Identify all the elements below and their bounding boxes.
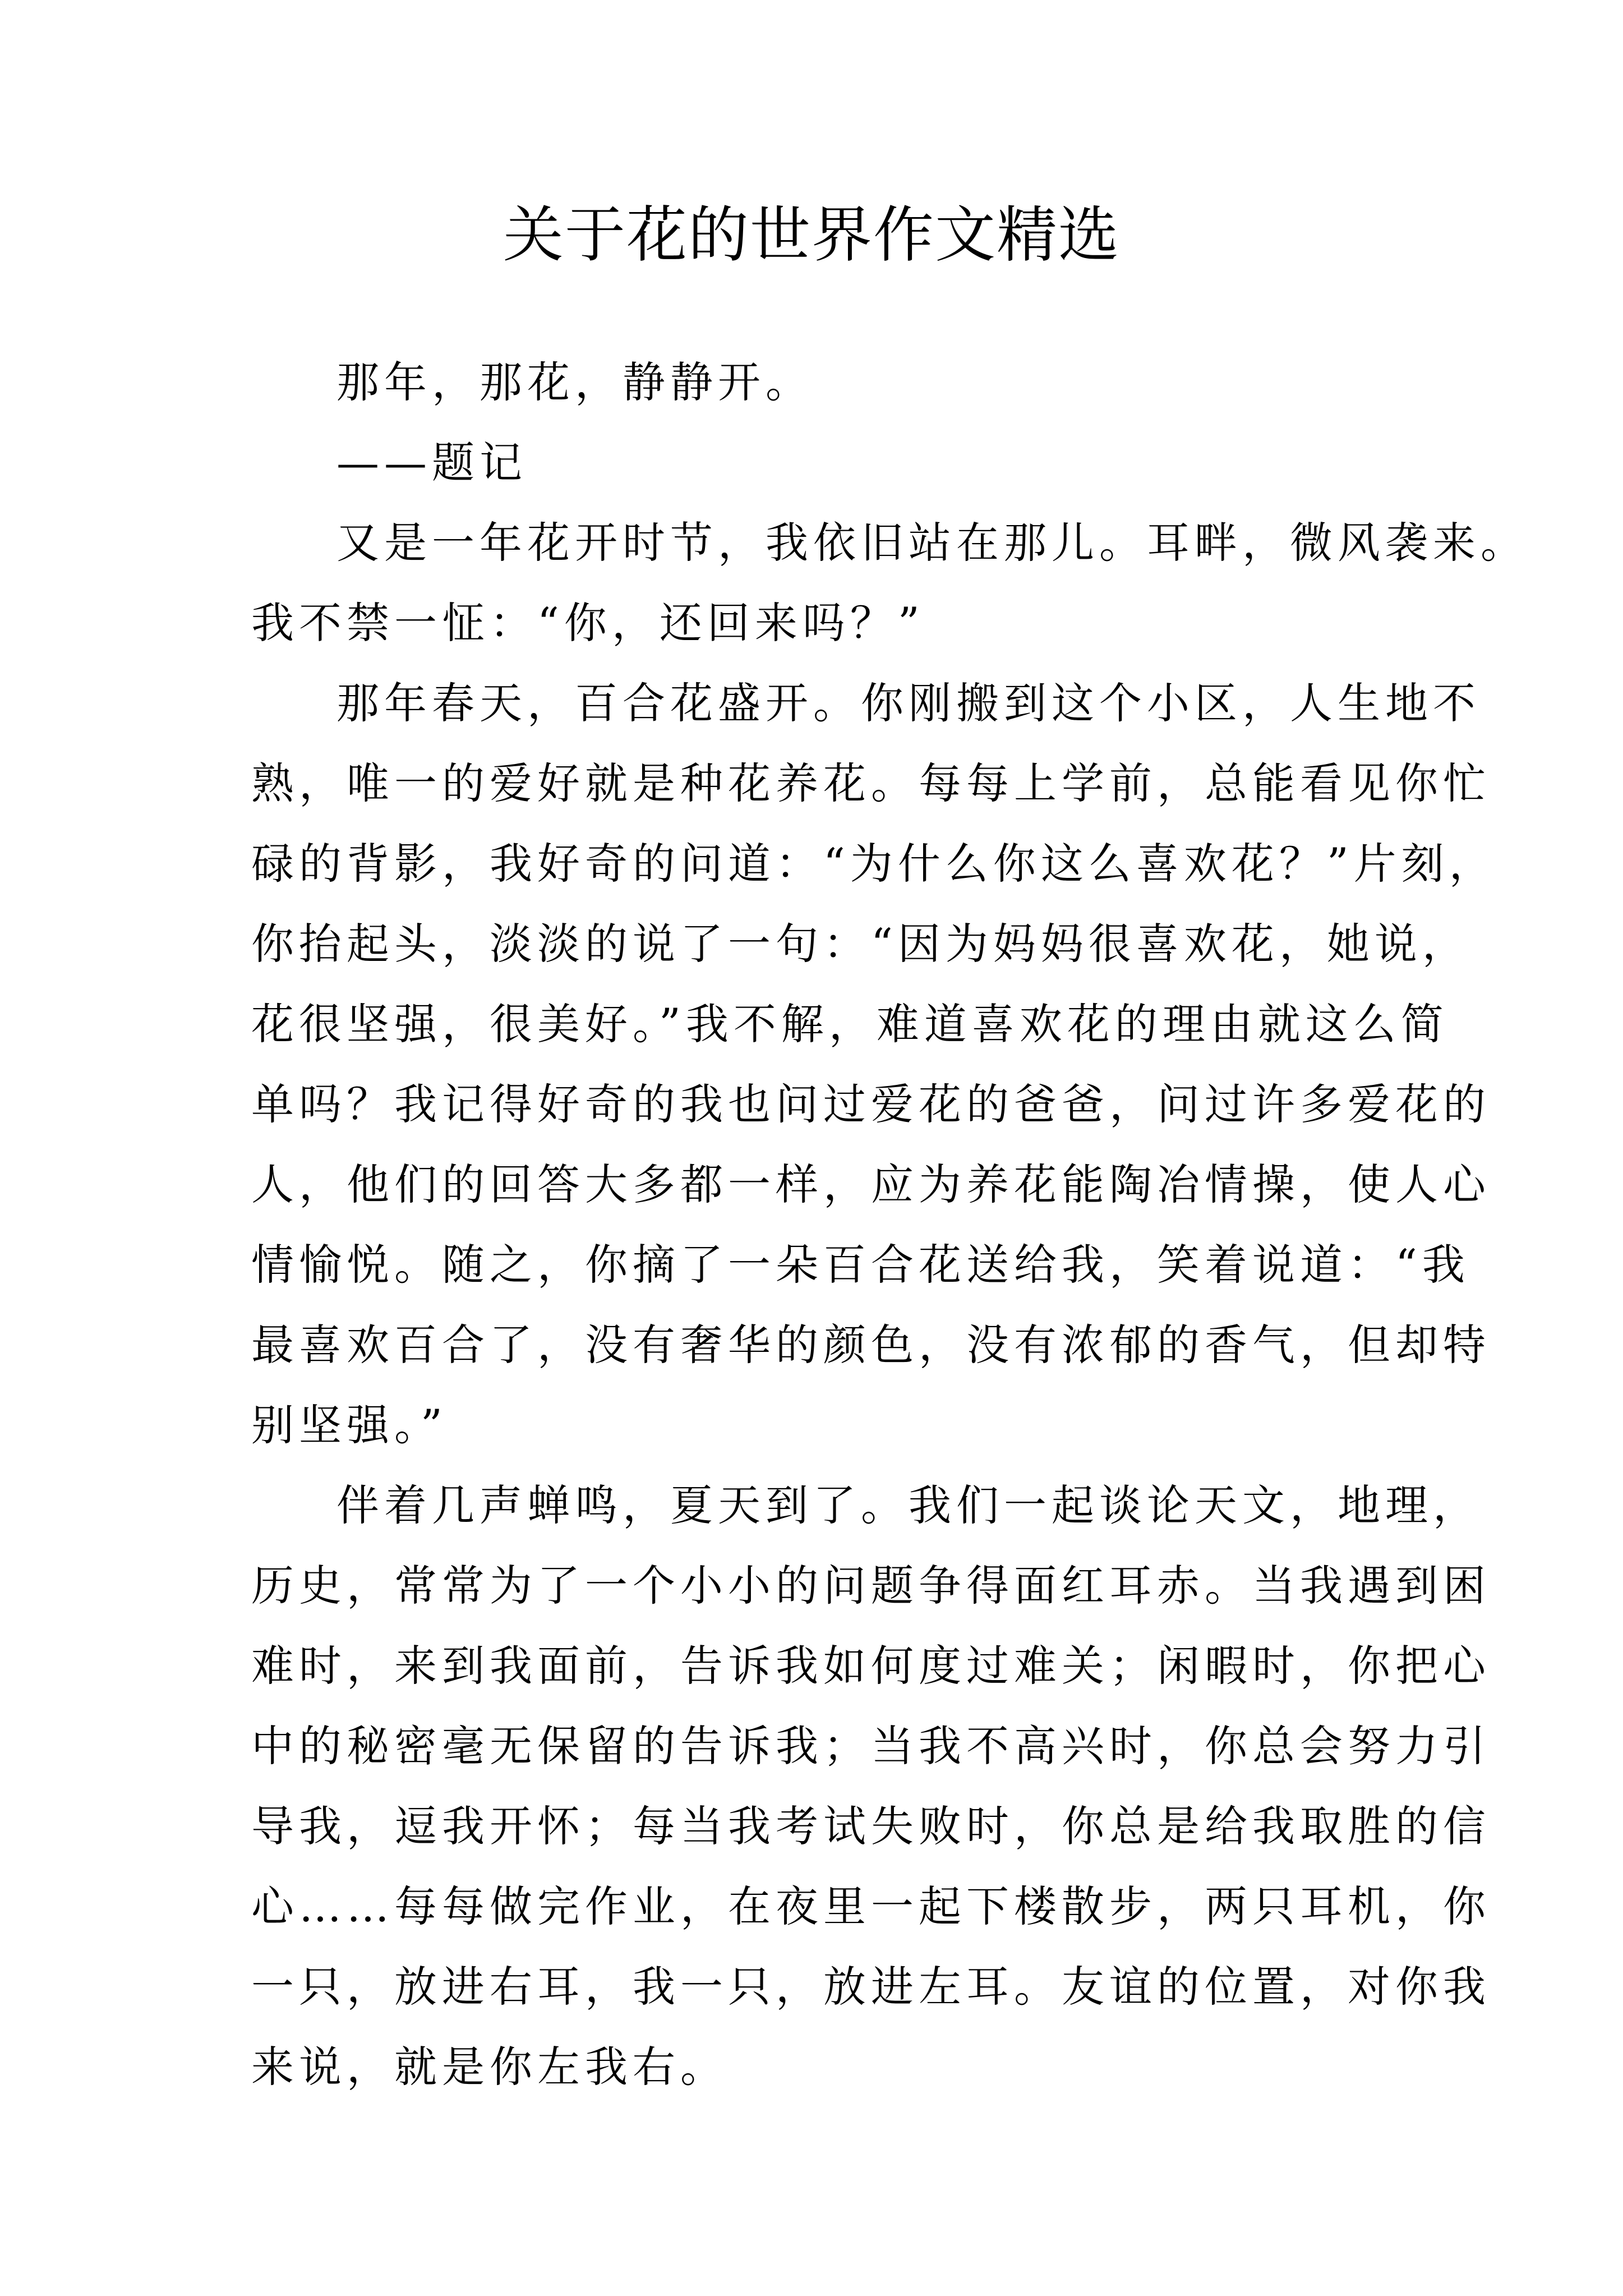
text-line: 人，他们的回答大多都一样，应为养花能陶冶情操，使人心 bbox=[251, 1159, 1491, 1209]
text-line: ——题记 bbox=[336, 438, 527, 487]
text-line: 又是一年花开时节，我依旧站在那儿。耳畔，微风袭来。 bbox=[336, 518, 1528, 568]
text-line: 伴着几声蝉鸣，夏天到了。我们一起谈论天文，地理， bbox=[336, 1480, 1481, 1530]
text-line: 那年春天，百合花盛开。你刚搬到这个小区，人生地不 bbox=[336, 678, 1481, 728]
text-line: 来说，就是你左我右。 bbox=[251, 2042, 728, 2092]
essay-body bbox=[251, 342, 1528, 2107]
text-line: 花很坚强，很美好。”我不解，难道喜欢花的理由就这么简 bbox=[251, 999, 1449, 1049]
text-line: 中的秘密毫无保留的告诉我；当我不高兴时，你总会努力引 bbox=[251, 1721, 1491, 1771]
text-line: 你抬起头，淡淡的说了一句：“因为妈妈很喜欢花，她说， bbox=[251, 919, 1470, 969]
text-line: 那年，那花，静静开。 bbox=[336, 357, 813, 407]
text-line: 碌的背影，我好奇的问道：“为什么你这么喜欢花？”片刻， bbox=[251, 839, 1497, 889]
text-line: 难时，来到我面前，告诉我如何度过难关；闲暇时，你把心 bbox=[251, 1641, 1491, 1691]
text-line: 导我，逗我开怀；每当我考试失败时，你总是给我取胜的信 bbox=[251, 1801, 1491, 1851]
text-line: 熟，唯一的爱好就是种花养花。每每上学前，总能看见你忙 bbox=[251, 758, 1491, 808]
text-line: 别坚强。” bbox=[251, 1400, 448, 1450]
text-line: 心……每每做完作业，在夜里一起下楼散步，两只耳机，你 bbox=[251, 1881, 1491, 1931]
text-line: 单吗？我记得好奇的我也问过爱花的爸爸，问过许多爱花的 bbox=[251, 1079, 1491, 1129]
text-line: 一只，放进右耳，我一只，放进左耳。友谊的位置，对你我 bbox=[251, 1962, 1491, 2012]
document-title: 关于花的世界作文精选 bbox=[502, 200, 1120, 270]
text-line: 情愉悦。随之，你摘了一朵百合花送给我，笑着说道：“我 bbox=[251, 1240, 1470, 1290]
text-line: 历史，常常为了一个小小的问题争得面红耳赤。当我遇到困 bbox=[251, 1561, 1491, 1611]
text-line: 我不禁一怔：“你，还回来吗？” bbox=[251, 598, 925, 648]
text-line: 最喜欢百合了，没有奢华的颜色，没有浓郁的香气，但却特 bbox=[251, 1320, 1491, 1370]
